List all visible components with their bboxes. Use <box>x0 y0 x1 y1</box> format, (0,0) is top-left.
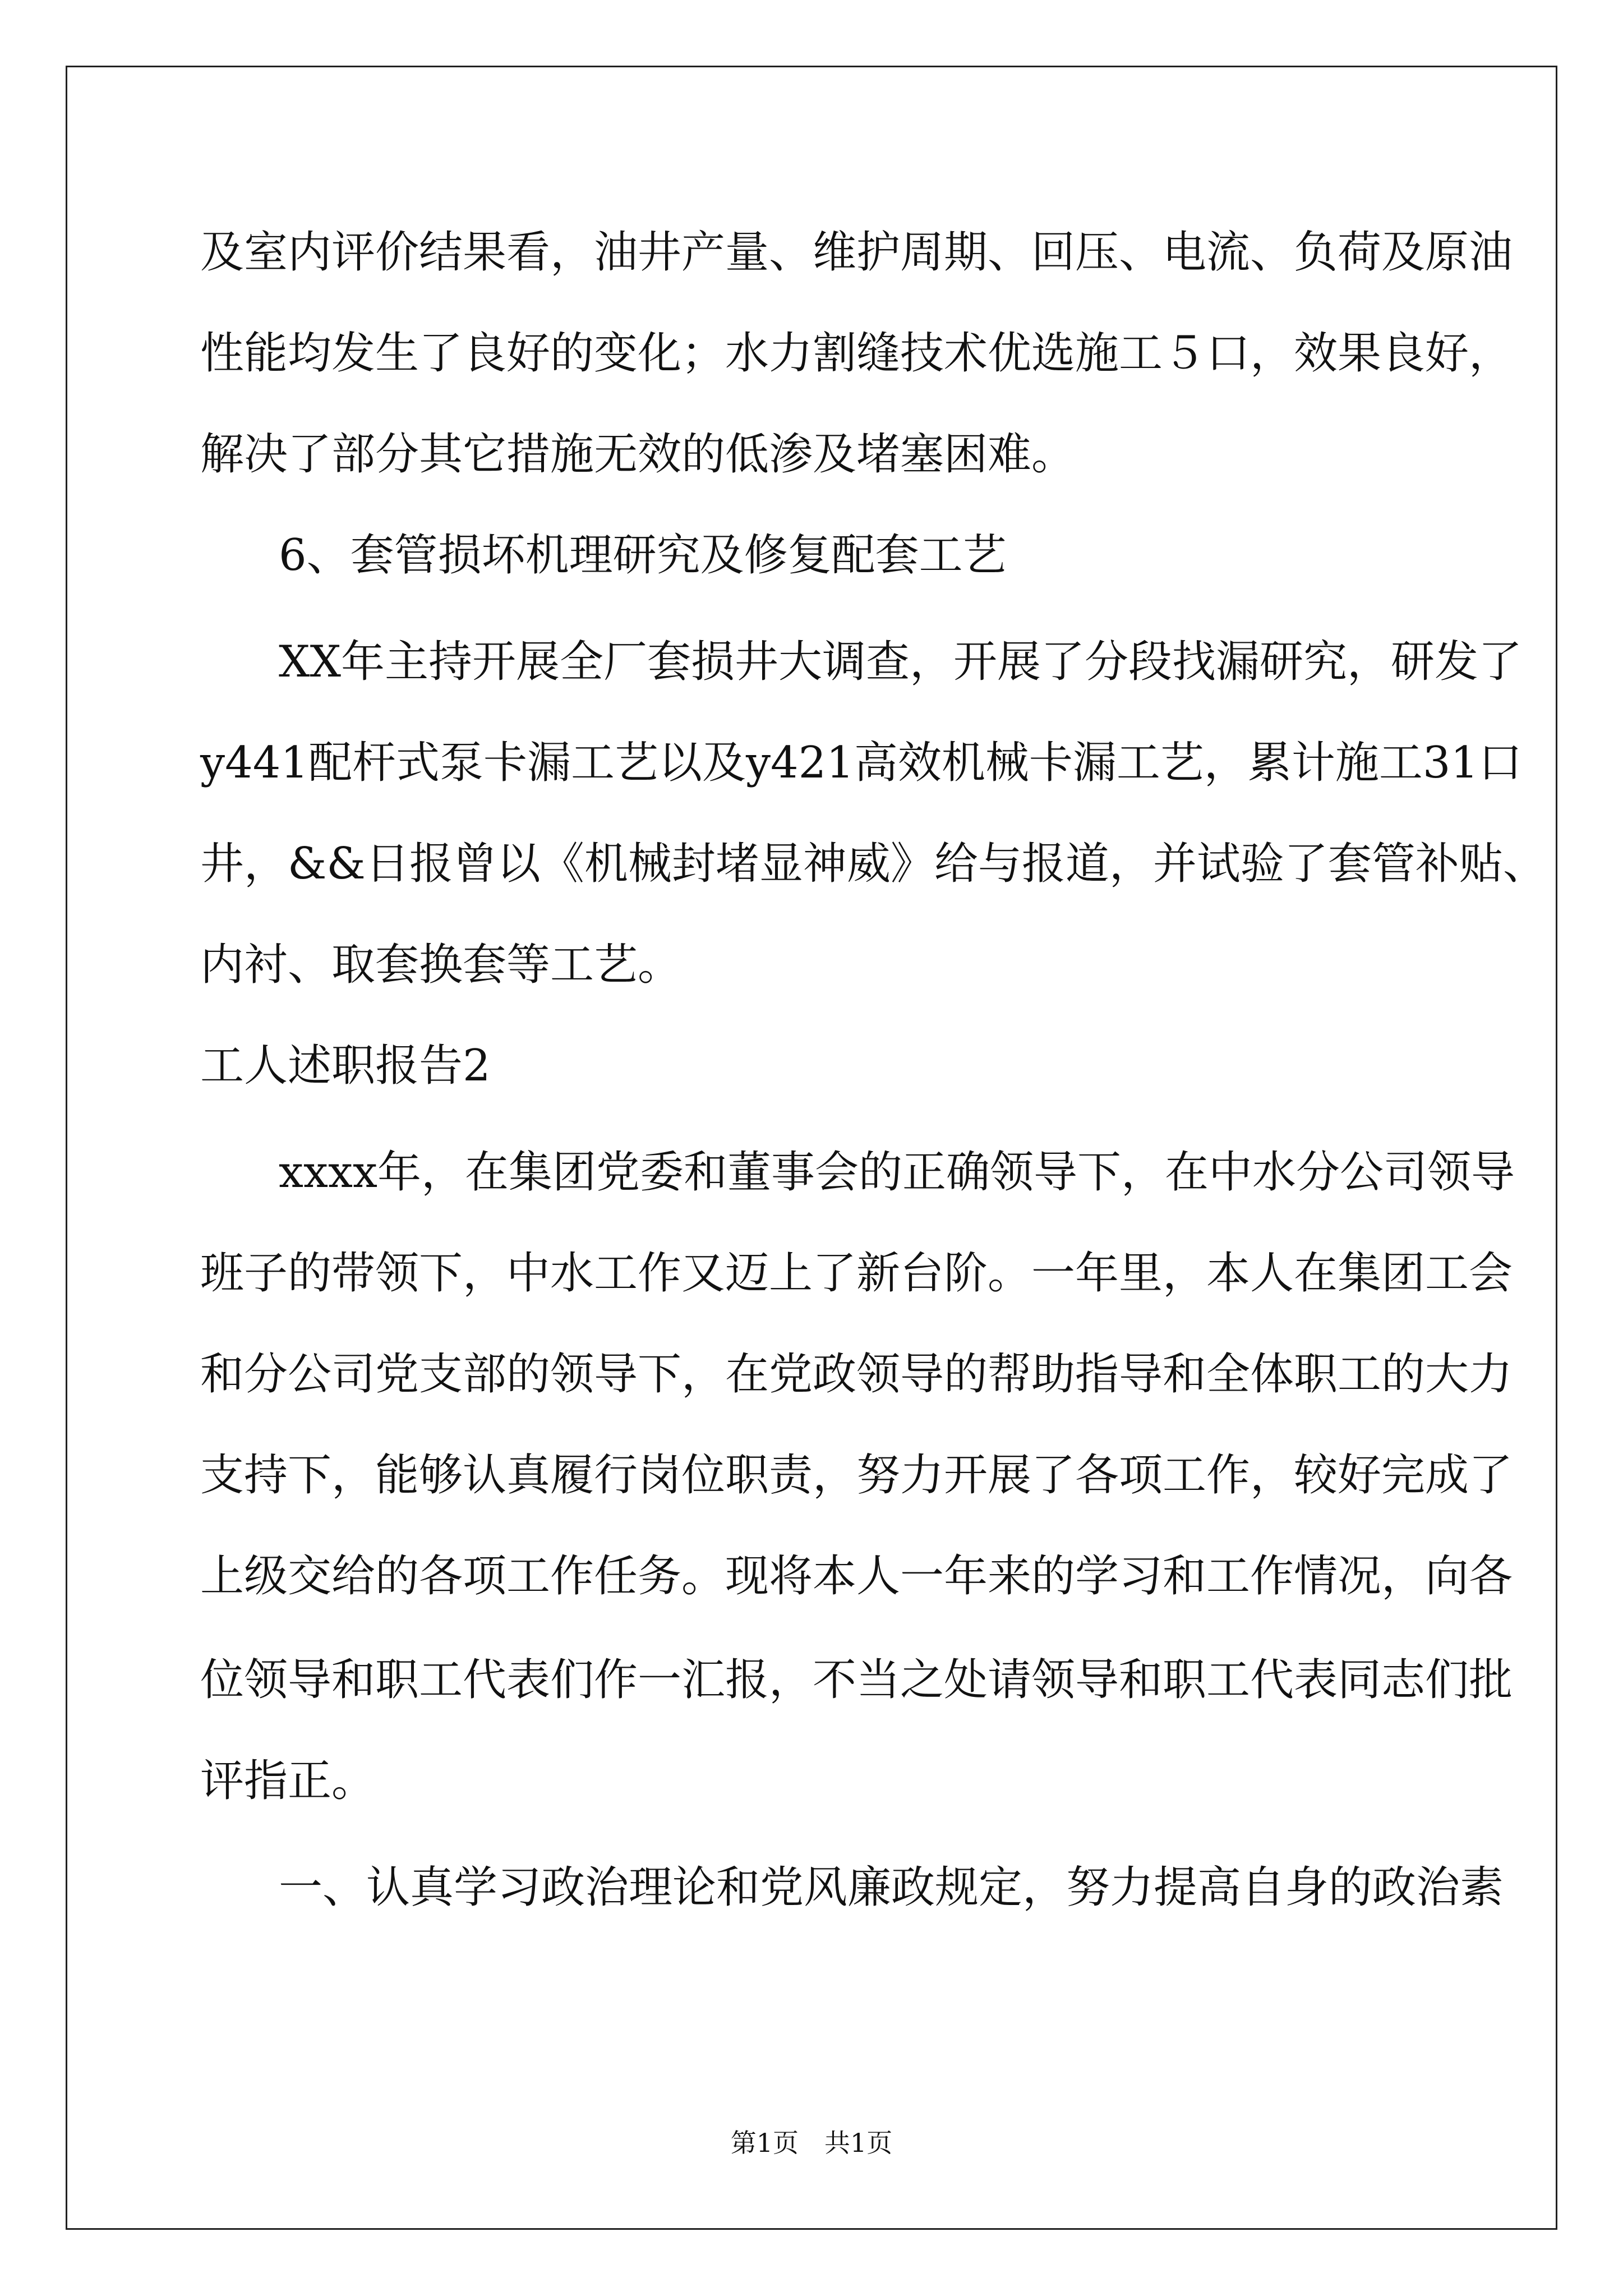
body-line: 性能均发生了良好的变化；水力割缝技术优选施工５口，效果良好， <box>200 328 1513 379</box>
body-line: 支持下，能够认真履行岗位职责，努力开展了各项工作，较好完成了 <box>200 1450 1513 1501</box>
body-line: 评指正。 <box>200 1756 376 1806</box>
body-line: 上级交给的各项工作任务。现将本人一年来的学习和工作情况，向各 <box>200 1551 1513 1602</box>
body-line: y441配杆式泵卡漏工艺以及y421高效机械卡漏工艺，累计施工31口 <box>200 738 1523 788</box>
section-heading: 6、套管损坏机理研究及修复配套工艺 <box>279 530 1007 581</box>
body-line: 解决了部分其它措施无效的低渗及堵塞困难。 <box>200 429 1076 480</box>
body-line: 和分公司党支部的领导下，在党政领导的帮助指导和全体职工的大力 <box>200 1349 1513 1400</box>
body-line: 班子的带领下，中水工作又迈上了新台阶。一年里，本人在集团工会 <box>200 1248 1513 1299</box>
body-line: 内衬、取套换套等工艺。 <box>200 940 682 990</box>
body-line: 井，&&日报曾以《机械封堵显神威》给与报道，并试验了套管补贴、 <box>200 839 1547 889</box>
body-line: 位领导和职工代表们作一汇报，不当之处请领导和职工代表同志们批 <box>200 1655 1513 1705</box>
body-line: XX年主持开展全厂套损井大调查，开展了分段找漏研究，研发了 <box>279 637 1523 687</box>
body-line: 及室内评价结果看，油井产量、维护周期、回压、电流、负荷及原油 <box>200 227 1513 278</box>
page-footer: 第1页 共1页 <box>730 2128 893 2158</box>
body-line: xxxx年，在集团党委和董事会的正确领导下，在中水分公司领导 <box>279 1147 1515 1198</box>
report-title: 工人述职报告2 <box>200 1041 491 1091</box>
body-line: 一、认真学习政治理论和党风廉政规定，努力提高自身的政治素 <box>279 1862 1504 1913</box>
